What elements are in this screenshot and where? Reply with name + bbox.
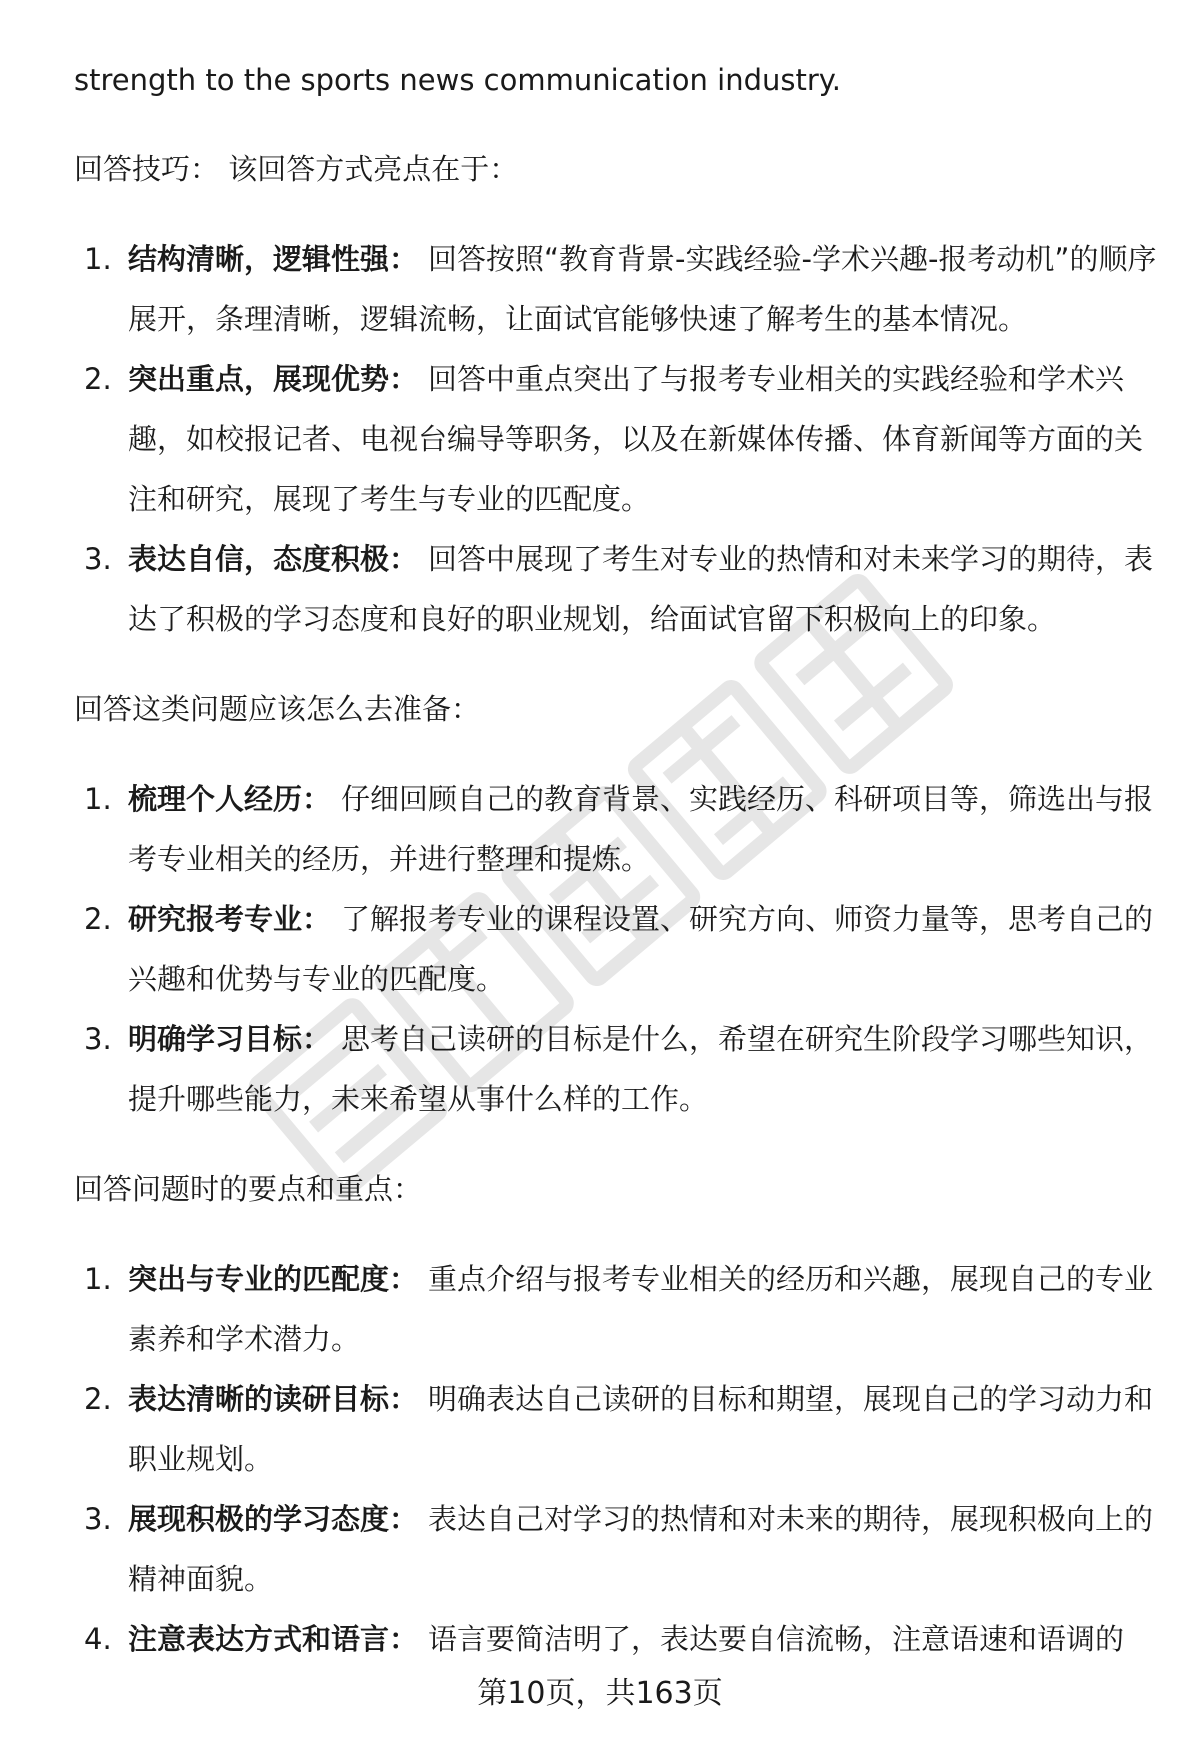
item-number: 1. xyxy=(84,782,112,816)
list-item xyxy=(74,889,1164,1009)
item-text: 重点介绍与报考专业相关的经历和兴趣，展现自己的专业素养和学术潜力。 xyxy=(128,1262,1154,1356)
item-term: 结构清晰，逻辑性强： xyxy=(128,242,419,276)
preparation-list xyxy=(74,769,1164,1129)
item-text: 回答中重点突出了与报考专业相关的实践经验和学术兴趣，如校报记者、电视台编导等职务，以及在新媒体传播、体育新闻等方面的关注和研究，展现了考生与专业的匹配度。 xyxy=(128,362,1144,516)
intro-tail-text: strength to the sports news communication industry. xyxy=(74,63,842,97)
list-item xyxy=(74,1009,1164,1129)
page-number-footer: 第10页，共163页 xyxy=(477,1676,723,1711)
item-text: 了解报考专业的课程设置、研究方向、师资力量等，思考自己的兴趣和优势与专业的匹配度。 xyxy=(128,902,1154,996)
item-number: 2. xyxy=(84,1382,112,1416)
item-text: 回答中展现了考生对专业的热情和对未来学习的期待，表达了积极的学习态度和良好的职业规划，给面试官留下积极向上的印象。 xyxy=(128,542,1154,636)
list-item xyxy=(74,229,1164,349)
item-number: 3. xyxy=(84,1502,112,1536)
item-term: 注意表达方式和语言： xyxy=(128,1622,419,1656)
list-item xyxy=(74,349,1164,529)
item-term: 突出与专业的匹配度： xyxy=(128,1262,419,1296)
item-text: 明确表达自己读研的目标和期望，展现自己的学习动力和职业规划。 xyxy=(128,1382,1154,1476)
item-text: 仔细回顾自己的教育背景、实践经历、科研项目等，筛选出与报考专业相关的经历，并进行整理和提炼。 xyxy=(128,782,1154,876)
item-number: 1. xyxy=(84,1262,112,1296)
item-number: 3. xyxy=(84,1022,112,1056)
item-text: 表达自己对学习的热情和对未来的期待，展现积极向上的精神面貌。 xyxy=(128,1502,1154,1596)
tips-list xyxy=(74,229,1164,649)
list-item xyxy=(74,1369,1164,1489)
item-text: 思考自己读研的目标是什么，希望在研究生阶段学习哪些知识，提升哪些能力，未来希望从事什么样的工作。 xyxy=(128,1022,1154,1116)
item-text: 语言要简洁明了，表达要自信流畅，注意语速和语调的 xyxy=(428,1622,1125,1656)
item-number: 1. xyxy=(84,242,112,276)
list-item xyxy=(74,1489,1164,1609)
item-term: 表达清晰的读研目标： xyxy=(128,1382,419,1416)
item-term: 梳理个人经历： xyxy=(128,782,332,816)
item-number: 4. xyxy=(84,1622,112,1656)
item-number: 3. xyxy=(84,542,112,576)
item-number: 2. xyxy=(84,362,112,396)
list-item xyxy=(74,1249,1164,1369)
key-points-list xyxy=(74,1249,1164,1669)
item-term: 展现积极的学习态度： xyxy=(128,1502,419,1536)
section-heading-preparation: 回答这类问题应该怎么去准备： xyxy=(74,692,481,726)
list-item xyxy=(74,1609,1164,1669)
document-content xyxy=(74,50,1164,1669)
item-term: 表达自信，态度积极： xyxy=(128,542,419,576)
item-number: 2. xyxy=(84,902,112,936)
list-item xyxy=(74,769,1164,889)
item-text: 回答按照“教育背景-实践经验-学术兴趣-报考动机”的顺序展开，条理清晰，逻辑流畅，让面试官能够快速了解考生的基本情况。 xyxy=(128,242,1157,336)
section-heading-tips: 回答技巧： 该回答方式亮点在于： xyxy=(74,152,519,186)
item-term: 突出重点，展现优势： xyxy=(128,362,419,396)
item-term: 明确学习目标： xyxy=(128,1022,332,1056)
section-heading-key-points: 回答问题时的要点和重点： xyxy=(74,1172,423,1206)
item-term: 研究报考专业： xyxy=(128,902,332,936)
list-item xyxy=(74,529,1164,649)
